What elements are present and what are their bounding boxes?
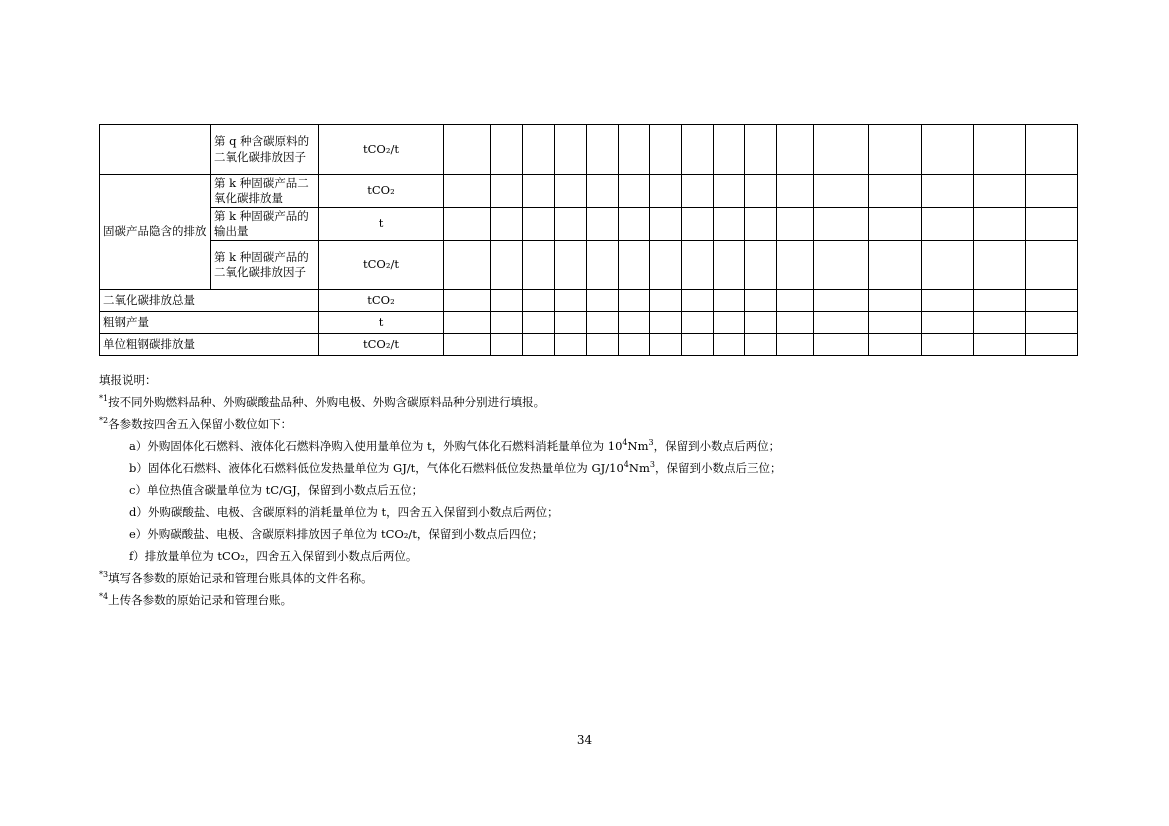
data-cell[interactable] — [745, 241, 777, 290]
data-cell[interactable] — [869, 175, 922, 208]
data-cell[interactable] — [682, 241, 714, 290]
data-cell[interactable] — [587, 312, 619, 334]
data-cell[interactable] — [587, 334, 619, 356]
unit-cell: tCO₂/t — [319, 241, 444, 290]
data-cell[interactable] — [555, 125, 587, 175]
summary-label-cell: 粗钢产量 — [100, 312, 319, 334]
data-cell[interactable] — [869, 290, 922, 312]
data-cell[interactable] — [814, 125, 869, 175]
data-cell[interactable] — [745, 125, 777, 175]
data-cell[interactable] — [714, 241, 745, 290]
summary-label-cell: 二氧化碳排放总量 — [100, 290, 319, 312]
data-cell[interactable] — [491, 175, 523, 208]
data-cell[interactable] — [444, 241, 491, 290]
data-cell[interactable] — [922, 175, 974, 208]
data-cell[interactable] — [869, 241, 922, 290]
data-cell[interactable] — [555, 175, 587, 208]
category-cell: 固碳产品隐含的排放 — [100, 175, 211, 290]
summary-label-cell: 单位粗钢碳排放量 — [100, 334, 319, 356]
data-cell[interactable] — [491, 125, 523, 175]
data-cell[interactable] — [714, 125, 745, 175]
data-cell[interactable] — [650, 312, 682, 334]
data-cell[interactable] — [922, 208, 974, 241]
note-2-item-a — [99, 435, 1079, 457]
unit-cell: t — [319, 208, 444, 241]
note-text: 填写各参数的原始记录和管理台账具体的文件名称。 — [108, 571, 373, 585]
note-marker: *4 — [99, 592, 109, 602]
data-cell[interactable] — [974, 312, 1026, 334]
data-cell[interactable] — [682, 208, 714, 241]
data-cell[interactable] — [587, 175, 619, 208]
data-cell[interactable] — [444, 290, 491, 312]
data-cell[interactable] — [814, 312, 869, 334]
data-cell[interactable] — [745, 290, 777, 312]
table-body — [100, 125, 1078, 356]
unit-cell: tCO₂/t — [319, 125, 444, 175]
data-cell[interactable] — [523, 241, 555, 290]
data-cell[interactable] — [491, 290, 523, 312]
emissions-table — [99, 124, 1078, 356]
data-cell[interactable] — [444, 125, 491, 175]
note-4 — [99, 589, 1079, 611]
note-2-item-b — [99, 457, 1079, 479]
note-2-item-e: e）外购碳酸盐、电极、含碳原料排放因子单位为 tCO₂/t，保留到小数点后四位； — [129, 527, 544, 541]
note-marker: *3 — [99, 570, 109, 580]
data-cell[interactable] — [523, 290, 555, 312]
data-cell[interactable] — [1026, 290, 1078, 312]
parameter-cell: 第 k 种固碳产品的二氧化碳排放因子 — [211, 241, 319, 290]
table-row — [100, 290, 1078, 312]
data-cell[interactable] — [650, 290, 682, 312]
table-row — [100, 175, 1078, 208]
data-cell[interactable] — [682, 334, 714, 356]
data-cell[interactable] — [587, 208, 619, 241]
data-cell[interactable] — [555, 290, 587, 312]
notes-heading: 填报说明： — [99, 373, 157, 387]
data-cell[interactable] — [523, 312, 555, 334]
data-cell[interactable] — [444, 312, 491, 334]
note-text: 按不同外购燃料品种、外购碳酸盐品种、外购电极、外购含碳原料品种分别进行填报。 — [108, 395, 546, 409]
data-cell[interactable] — [523, 334, 555, 356]
data-cell[interactable] — [777, 175, 814, 208]
data-cell[interactable] — [1026, 125, 1078, 175]
data-cell[interactable] — [587, 125, 619, 175]
data-cell[interactable] — [650, 175, 682, 208]
data-cell[interactable] — [1026, 334, 1078, 356]
data-cell[interactable] — [745, 208, 777, 241]
data-cell[interactable] — [523, 125, 555, 175]
note-2-item-c: c）单位热值含碳量单位为 tC/GJ，保留到小数点后五位； — [129, 483, 424, 497]
table-row — [100, 334, 1078, 356]
data-cell[interactable] — [555, 241, 587, 290]
data-cell[interactable] — [974, 241, 1026, 290]
data-cell[interactable] — [1026, 208, 1078, 241]
data-cell[interactable] — [922, 334, 974, 356]
data-cell[interactable] — [922, 125, 974, 175]
note-3 — [99, 567, 1079, 589]
parameter-cell: 第 k 种固碳产品的输出量 — [211, 208, 319, 241]
data-cell[interactable] — [714, 290, 745, 312]
note-text: a）外购固体化石燃料、液体化石燃料净购入使用量单位为 t，外购气体化石燃料消耗量单位为 10 — [129, 439, 623, 453]
data-cell[interactable] — [682, 312, 714, 334]
data-cell[interactable] — [523, 175, 555, 208]
data-cell[interactable] — [555, 312, 587, 334]
unit-cell: tCO₂ — [319, 290, 444, 312]
data-cell[interactable] — [1026, 312, 1078, 334]
data-cell[interactable] — [777, 241, 814, 290]
data-cell[interactable] — [619, 208, 650, 241]
parameter-cell: 第 k 种固碳产品二氧化碳排放量 — [211, 175, 319, 208]
data-cell[interactable] — [777, 125, 814, 175]
table-row — [100, 312, 1078, 334]
data-cell[interactable] — [523, 208, 555, 241]
data-cell[interactable] — [714, 208, 745, 241]
note-text: Nm — [628, 461, 650, 475]
superscript: 4 — [622, 438, 628, 448]
data-cell[interactable] — [745, 334, 777, 356]
data-cell[interactable] — [814, 290, 869, 312]
data-cell[interactable] — [1026, 241, 1078, 290]
data-cell[interactable] — [869, 312, 922, 334]
data-cell[interactable] — [444, 208, 491, 241]
data-cell[interactable] — [555, 208, 587, 241]
note-text: 各参数按四舍五入保留小数位如下： — [108, 417, 293, 431]
data-cell[interactable] — [974, 208, 1026, 241]
data-cell[interactable] — [814, 334, 869, 356]
data-cell[interactable] — [619, 290, 650, 312]
data-cell[interactable] — [650, 125, 682, 175]
data-cell[interactable] — [650, 208, 682, 241]
note-text: 上传各参数的原始记录和管理台账。 — [108, 593, 293, 607]
data-cell[interactable] — [714, 175, 745, 208]
data-cell[interactable] — [714, 312, 745, 334]
data-cell[interactable] — [619, 241, 650, 290]
data-cell[interactable] — [777, 312, 814, 334]
note-marker: *1 — [99, 394, 109, 404]
data-cell[interactable] — [619, 125, 650, 175]
data-cell[interactable] — [682, 125, 714, 175]
superscript: 3 — [649, 460, 655, 470]
note-marker: *2 — [99, 416, 109, 426]
data-cell[interactable] — [491, 208, 523, 241]
data-cell[interactable] — [814, 208, 869, 241]
data-cell[interactable] — [814, 241, 869, 290]
unit-cell: t — [319, 312, 444, 334]
table-row — [100, 208, 1078, 241]
table-row — [100, 125, 1078, 175]
data-cell[interactable] — [650, 334, 682, 356]
data-cell[interactable] — [745, 175, 777, 208]
note-text: ，保留到小数点后两位； — [653, 439, 781, 453]
data-cell[interactable] — [777, 290, 814, 312]
data-cell[interactable] — [974, 125, 1026, 175]
data-cell[interactable] — [444, 334, 491, 356]
data-cell[interactable] — [777, 334, 814, 356]
data-cell[interactable] — [974, 334, 1026, 356]
note-text: ，保留到小数点后三位； — [654, 461, 782, 475]
note-text: b）固体化石燃料、液体化石燃料低位发热量单位为 GJ/t，气体化石燃料低位发热量单位为 GJ/10 — [129, 461, 624, 475]
data-cell[interactable] — [922, 241, 974, 290]
data-cell[interactable] — [491, 334, 523, 356]
data-cell[interactable] — [491, 312, 523, 334]
superscript: 3 — [648, 438, 654, 448]
data-cell[interactable] — [555, 334, 587, 356]
data-cell[interactable] — [1026, 175, 1078, 208]
data-cell[interactable] — [714, 334, 745, 356]
note-2-item-d: d）外购碳酸盐、电极、含碳原料的消耗量单位为 t，四舍五入保留到小数点后两位； — [129, 505, 559, 519]
data-cell[interactable] — [587, 290, 619, 312]
data-cell[interactable] — [491, 241, 523, 290]
data-cell[interactable] — [974, 290, 1026, 312]
data-cell[interactable] — [922, 312, 974, 334]
page-number: 34 — [576, 733, 593, 747]
data-cell[interactable] — [619, 175, 650, 208]
data-cell[interactable] — [869, 208, 922, 241]
note-2-item-f: f）排放量单位为 tCO₂，四舍五入保留到小数点后两位。 — [129, 549, 418, 563]
filling-notes — [99, 369, 1079, 611]
unit-cell: tCO₂/t — [319, 334, 444, 356]
data-cell[interactable] — [682, 290, 714, 312]
data-cell[interactable] — [745, 312, 777, 334]
data-cell[interactable] — [619, 334, 650, 356]
note-text: Nm — [627, 439, 649, 453]
data-cell[interactable] — [650, 241, 682, 290]
data-cell[interactable] — [777, 208, 814, 241]
unit-cell: tCO₂ — [319, 175, 444, 208]
table-row — [100, 241, 1078, 290]
superscript: 4 — [623, 460, 629, 470]
data-cell[interactable] — [682, 175, 714, 208]
data-cell[interactable] — [587, 241, 619, 290]
data-cell[interactable] — [619, 312, 650, 334]
data-cell[interactable] — [444, 175, 491, 208]
category-cell — [100, 125, 211, 175]
note-1 — [99, 391, 1079, 413]
parameter-cell: 第 q 种含碳原料的二氧化碳排放因子 — [211, 125, 319, 175]
data-cell[interactable] — [814, 175, 869, 208]
data-cell[interactable] — [922, 290, 974, 312]
data-cell[interactable] — [974, 175, 1026, 208]
data-cell[interactable] — [869, 125, 922, 175]
note-2 — [99, 413, 1079, 435]
data-cell[interactable] — [869, 334, 922, 356]
